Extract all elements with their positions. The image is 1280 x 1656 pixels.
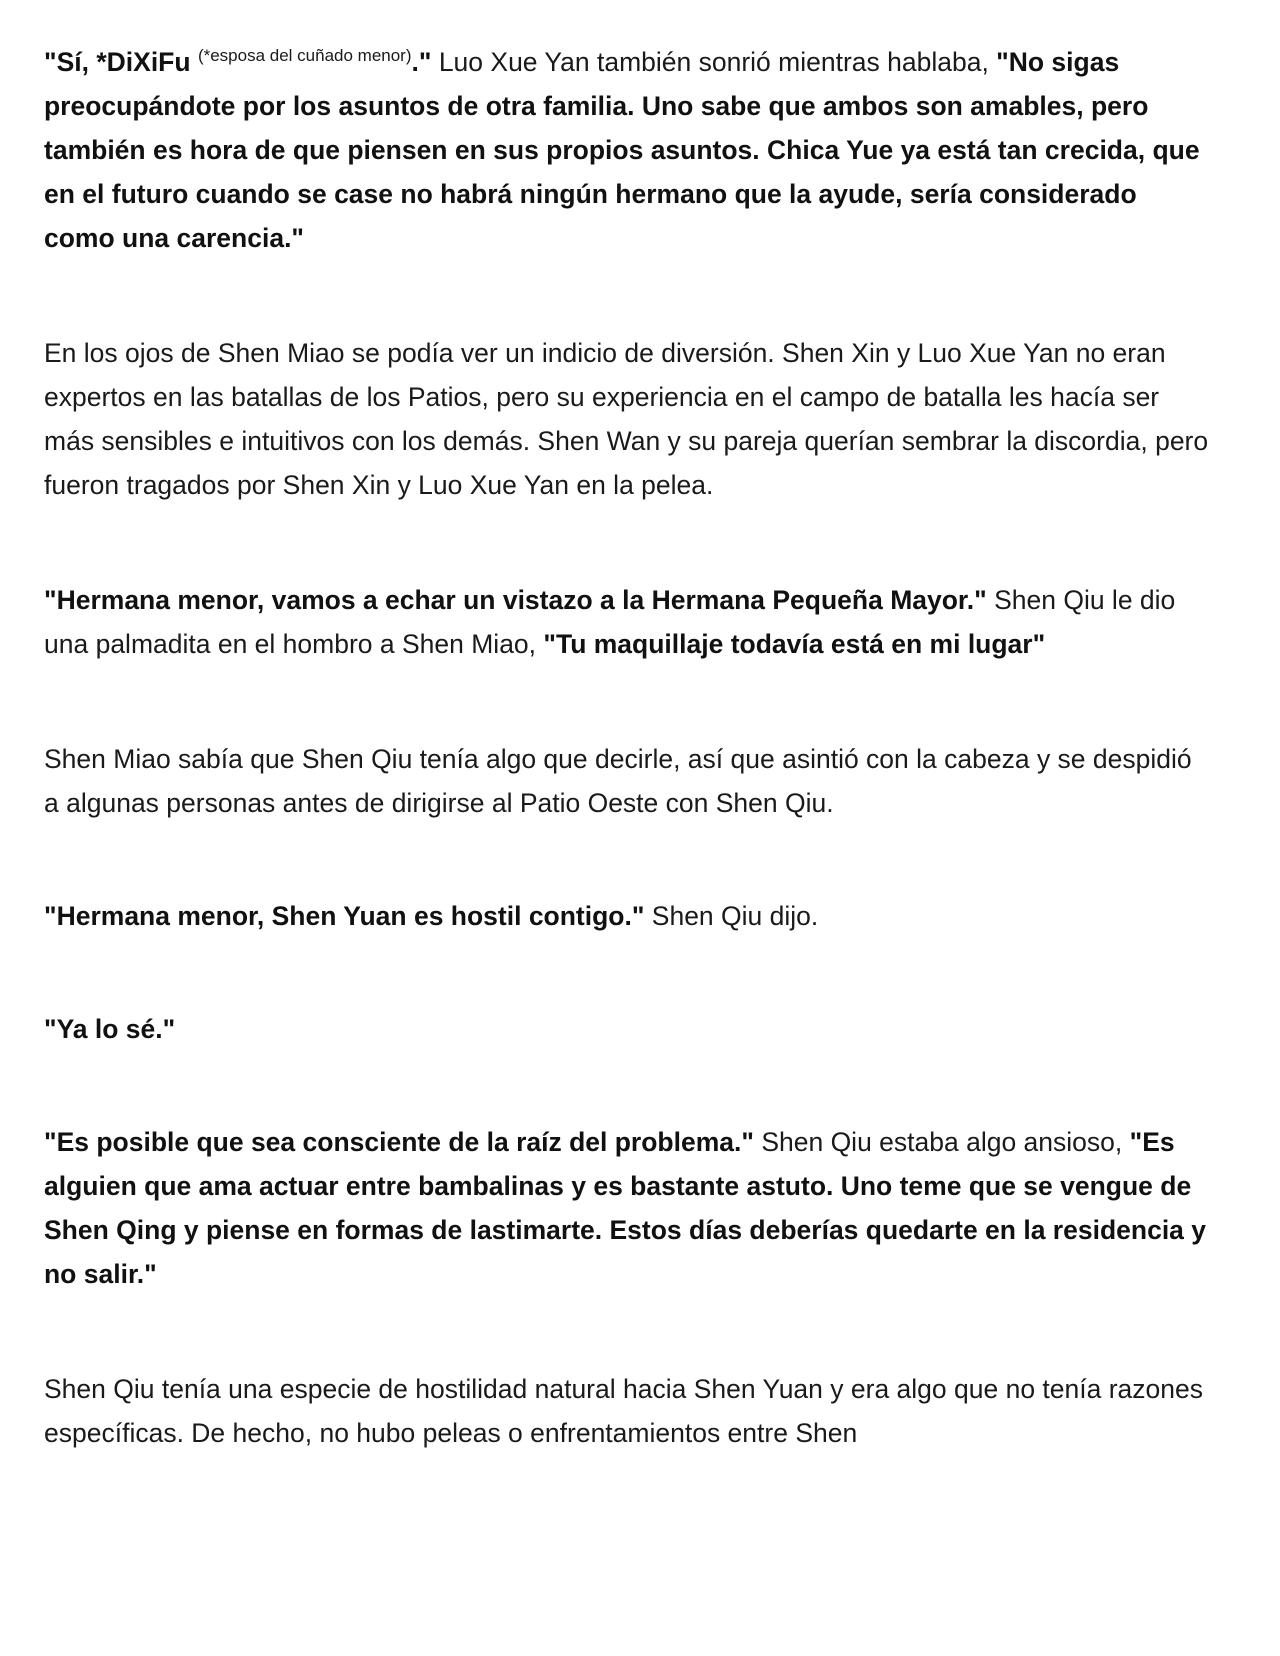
narration-text: Shen Qiu estaba algo ansioso, (753, 1127, 1130, 1157)
narration-text: Shen Qiu le dio una palmadita en el hombro a Shen Miao, (44, 585, 1176, 659)
paragraph-6 (44, 1007, 1210, 1051)
dialogue-bold: "Hermana menor, vamos a echar un vistazo a la Hermana Pequeña Mayor." (44, 585, 987, 615)
paragraph-2 (44, 331, 1210, 507)
dialogue-bold: "Es posible que sea consciente de la raíz del problema." (44, 1127, 754, 1157)
translator-note: (*esposa del cuñado menor) (197, 46, 412, 65)
paragraph-spacer (44, 260, 1210, 331)
dialogue-bold: "Ya lo sé." (44, 1014, 176, 1044)
paragraph-8 (44, 1367, 1210, 1455)
paragraph-7 (44, 1120, 1210, 1296)
paragraph-spacer (44, 938, 1210, 1007)
paragraph-5 (44, 894, 1210, 938)
dialogue-bold: "Hermana menor, Shen Yuan es hostil contigo." (44, 901, 645, 931)
dialogue-bold: "Es alguien que ama actuar entre bambalinas y es bastante astuto. Uno teme que se vengue de Shen Qing y piense en formas de lastimarte. Estos días deberías quedarte en la residencia y no salir." (44, 1127, 1207, 1289)
paragraph-spacer (44, 825, 1210, 894)
paragraph-spacer (44, 1296, 1210, 1367)
narration-text: Luo Xue Yan también sonrió mientras hablaba, (431, 47, 997, 77)
paragraph-spacer (44, 1051, 1210, 1120)
paragraph-spacer (44, 507, 1210, 578)
dialogue-bold: ." (411, 47, 432, 77)
narration-text: En los ojos de Shen Miao se podía ver un indicio de diversión. Shen Xin y Luo Xue Yan no eran expertos en las batallas de los Patios, pero su experiencia en el campo de batalla les hacía ser más sensibles e intuitivos con los demás. Shen Wan y su pareja querían sembrar la discordia, pero fueron tragados por Shen Xin y Luo Xue Yan en la pelea. (44, 338, 1209, 500)
narration-text: Shen Miao sabía que Shen Qiu tenía algo que decirle, así que asintió con la cabeza y se despidió a algunas personas antes de dirigirse al Patio Oeste con Shen Qiu. (44, 744, 1192, 818)
paragraph-3 (44, 578, 1210, 666)
dialogue-bold: "Tu maquillaje todavía está en mi lugar" (543, 629, 1046, 659)
dialogue-bold: "Sí, *DiXiFu (44, 47, 191, 77)
paragraph-4 (44, 737, 1210, 825)
dialogue-bold: "No sigas preocupándote por los asuntos de otra familia. Uno sabe que ambos son amables, pero también es hora de que piensen en sus propios asuntos. Chica Yue ya está tan crecida, que en el futuro cuando se case no habrá ningún hermano que la ayude, sería considerado como una carencia." (44, 47, 1200, 253)
paragraph-spacer (44, 666, 1210, 737)
narration-text: Shen Qiu tenía una especie de hostilidad natural hacia Shen Yuan y era algo que no tenía razones específicas. De hecho, no hubo peleas o enfrentamientos entre Shen (44, 1374, 1203, 1448)
narration-text: Shen Qiu dijo. (644, 901, 819, 931)
paragraph-1 (44, 40, 1210, 260)
